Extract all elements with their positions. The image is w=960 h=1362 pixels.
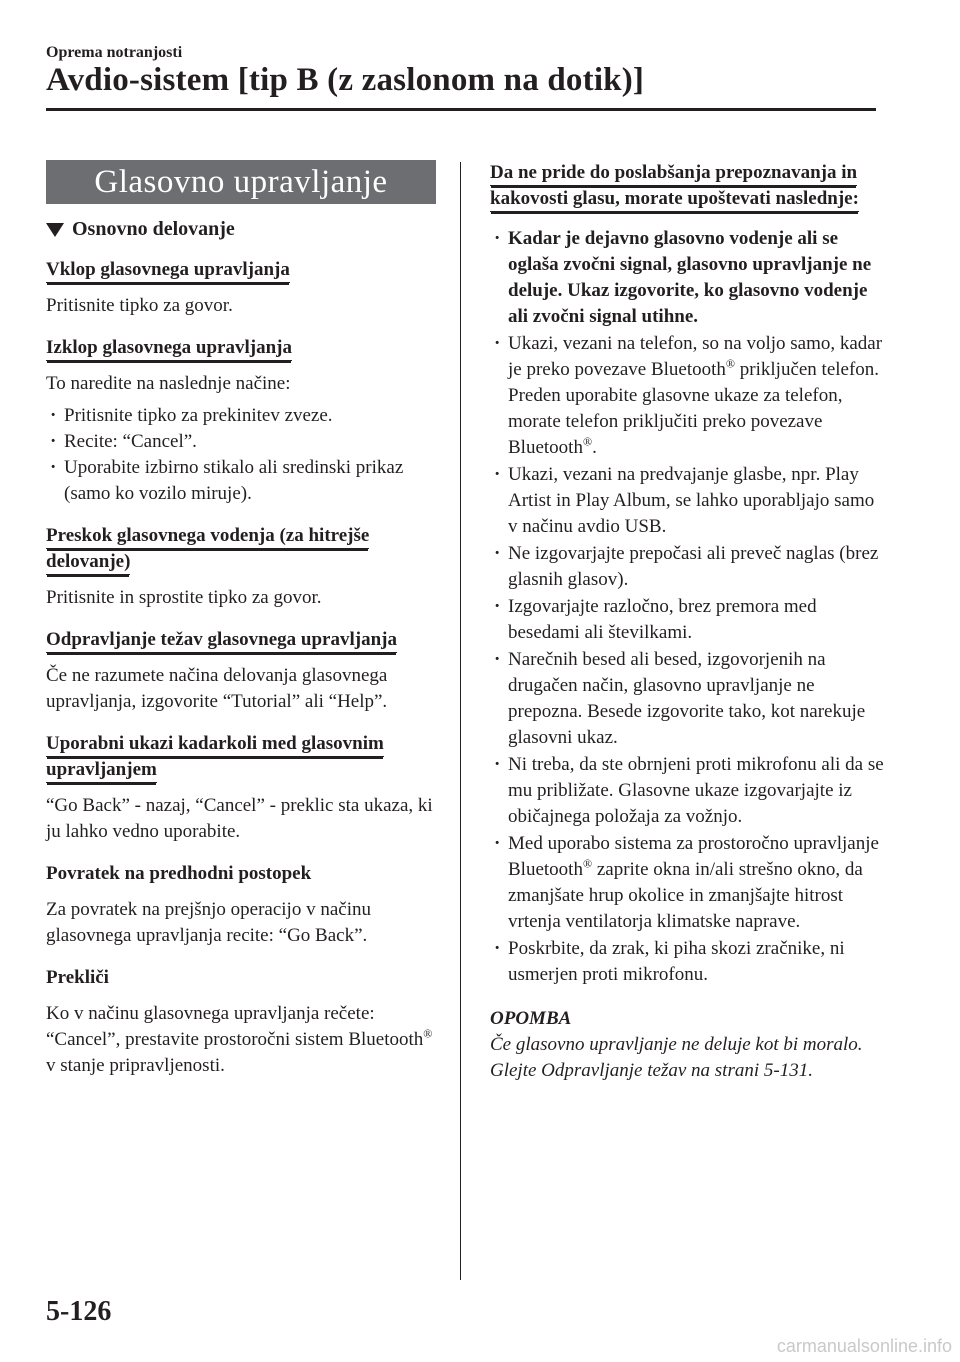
registered-mark: ® [582,434,593,449]
triangle-down-icon [46,223,64,237]
subheading-recognition-tips: Da ne pride do poslabšanja prepoznavanja in kakovosti glasu, morate upoštevati naslednje: [490,160,885,212]
bullet-list [46,403,436,507]
paragraph: Pritisnite tipko za govor. [46,295,233,316]
paragraph: Za povratek na prejšnjo operacijo v načinu glasovnega upravljanja recite: “Go Back”. [46,899,371,946]
page-number: 5-126 [46,1296,112,1327]
registered-mark: ® [725,356,736,371]
header-section: Oprema notranjosti [46,44,183,61]
subheading-skip-guidance: Preskok glasovnega vodenja (za hitrejše delovanje) [46,523,436,575]
subheading-useful-commands: Uporabni ukazi kadarkoli med glasovnim upravljanjem [46,731,436,783]
right-column [490,160,885,1084]
left-column [46,160,436,1079]
paragraph: Pritisnite in sprostite tipko za govor. [46,587,322,608]
list-item: · Uporabite izbirno stikalo ali sredinski prikaz (samo ko vozilo miruje). [46,455,436,507]
paragraph: “Go Back” - nazaj, “Cancel” - preklic sta ukaza, ki ju lahko vedno uporabite. [46,795,433,842]
header-rule [46,108,876,111]
section-heading [46,218,436,241]
registered-mark: ® [423,1026,433,1041]
list-item: · Izgovarjajte razločno, brez premora med besedami ali številkami. [490,594,885,646]
subheading-troubleshooting: Odpravljanje težav glasovnega upravljanja [46,627,436,653]
paragraph: To naredite na naslednje načine: [46,373,291,394]
subheading-voice-off: Izklop glasovnega upravljanja [46,335,436,361]
registered-mark: ® [582,856,593,871]
page-title: Avdio-sistem [tip B (z zaslonom na dotik)] [46,62,645,98]
paragraph: Ko v načinu glasovnega upravljanja rečete: “Cancel”, prestavite prostoročni sistem Bluetooth® v stanje pripravljenosti. [46,1003,433,1076]
subheading-voice-on: Vklop glasovnega upravljanja [46,257,436,283]
subheading-go-back: Povratek na predhodni postopek [46,863,312,884]
list-item: · Med uporabo sistema za prostoročno upravljanje Bluetooth® zaprite okna in/ali strešno okno, da zmanjšate hrup okolice in zmanjšajte hitrost vrtenja ventilatorja klimatske naprave. [490,831,885,935]
bullet-list [490,226,885,988]
note-text: Če glasovno upravljanje ne deluje kot bi moralo. Glejte Odpravljanje težav na strani 5-131. [490,1034,863,1081]
note-heading: OPOMBA [490,1008,572,1029]
section-heading-text: Osnovno delovanje [72,218,235,240]
list-item: · Pritisnite tipko za prekinitev zveze. [46,403,436,429]
paragraph: Če ne razumete načina delovanja glasovnega upravljanja, izgovorite “Tutorial” ali “Help”. [46,665,388,712]
section-banner: Glasovno upravljanje [46,160,436,204]
list-item: · Kadar je dejavno glasovno vodenje ali se oglaša zvočni signal, glasovno upravljanje ne deluje. Ukaz izgovorite, ko glasovno vodenje ali zvočni signal utihne. [490,226,885,330]
list-item: · Poskrbite, da zrak, ki piha skozi zračnike, ni usmerjen proti mikrofonu. [490,936,885,988]
list-item: · Ukazi, vezani na predvajanje glasbe, npr. Play Artist in Play Album, se lahko uporabljajo samo v načinu avdio USB. [490,462,885,540]
subheading-cancel: Prekliči [46,967,109,988]
list-item: · Ukazi, vezani na telefon, so na voljo samo, kadar je preko povezave Bluetooth® priključen telefon. Preden uporabite glasovne ukaze za telefon, morate telefon priključiti preko povezave Bluetooth®. [490,331,885,461]
list-item: · Ne izgovarjajte prepočasi ali preveč naglas (brez glasnih glasov). [490,541,885,593]
list-item: · Narečnih besed ali besed, izgovorjenih na drugačen način, glasovno upravljanje ne prepozna. Besede izgovorite tako, kot narekuje glasovni ukaz. [490,647,885,751]
list-item: · Ni treba, da ste obrnjeni proti mikrofonu ali da se mu približate. Glasovne ukaze izgovarjajte iz običajnega položaja za vožnjo. [490,752,885,830]
column-divider [460,162,461,1280]
list-item: · Recite: “Cancel”. [46,429,436,455]
watermark: carmanualsonline.info [776,1336,952,1356]
